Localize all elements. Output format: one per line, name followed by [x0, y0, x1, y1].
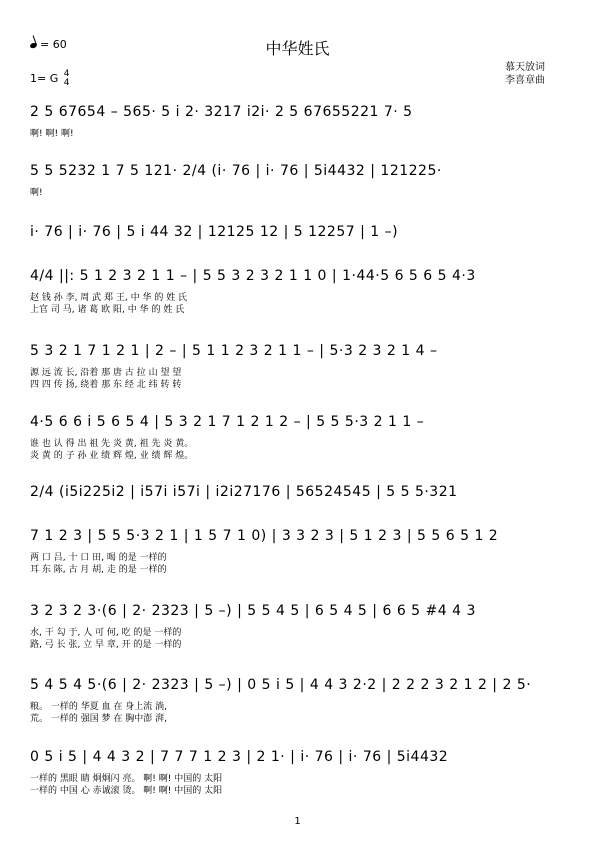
lyric-line: 水, 干 勾 于, 人 可 何, 吃 的是 一样的: [30, 628, 182, 638]
page-title: 中华姓氏: [265, 39, 330, 58]
key-signature: [30, 70, 69, 88]
notation-line: i· 76 | i· 76 | 5 i 44 32 | 12125 12 | 5 12257 | 1 –): [30, 224, 399, 240]
lyric-line: 炎 黄 的 子 孙 业 绩 辉 煌, 业 绩 辉 煌。: [30, 451, 194, 461]
notation-line: 0 5 i 5 | 4 4 3 2 | 7 7 7 1 2 3 | 2 1· | i· 76 | i· 76 | 5i4432: [30, 749, 449, 765]
key-label: 1= G: [30, 72, 59, 85]
lyric-line: 赵 钱 孙 李, 周 武 郑 王, 中 华 的 姓 氏: [30, 293, 188, 303]
notation-line: 3 2 3 2 3·(6 | 2· 2323 | 5 –) | 5 5 4 5 | 6 5 4 5 | 6 6 5 #4 4 3: [30, 603, 476, 619]
lyric-line: 源 远 流 长, 沿着 那 唐 古 拉 山 望 望: [30, 368, 182, 378]
lyric-line: 粮。 一样的 华夏 血 在 身上流 淌,: [30, 702, 168, 712]
notation-line: 5 5 5232 1 7 5 121· 2/4 (i· 76 | i· 76 | 5i4432 | 121225·: [30, 163, 442, 179]
lyric-line: 耳 东 陈, 古 月 胡, 走 的是 一样的: [30, 565, 167, 575]
notation-line: 2 5 67654 – 565· 5 i 2· 3217 i2i· 2 5 67655221 7· 5: [30, 104, 413, 120]
time-signature: [64, 70, 70, 88]
lyric-line: 啊!: [30, 188, 43, 198]
time-signature-top: 4: [63, 69, 70, 79]
lyric-line: 两 口 吕, 十 口 田, 喝 的是 一样的: [30, 553, 167, 563]
lyricist-credit: 慕天放词: [505, 62, 545, 73]
page-number: 1: [294, 816, 301, 827]
composer-credit: 李喜章曲: [505, 75, 545, 86]
notation-line: 7 1 2 3 | 5 5 5·3 2 1 | 1 5 7 1 0) | 3 3 2 3 | 5 1 2 3 | 5 5 6 5 1 2: [30, 528, 499, 544]
notation-line: 5 3 2 1 7 1 2 1 | 2 – | 5 1 1 2 3 2 1 1 – | 5·3 2 3 2 1 4 –: [30, 343, 438, 359]
notation-line: 4/4 ||: 5 1 2 3 2 1 1 – | 5 5 3 2 3 2 1 1 0 | 1·44·5 6 5 6 5 4·3: [30, 268, 476, 284]
time-signature-bottom: 4: [63, 78, 70, 88]
notation-line: 2/4 (i5i225i2 | i57i i57i | i2i27176 | 56524545 | 5 5 5·321: [30, 484, 458, 500]
lyric-line: 啊! 啊! 啊!: [30, 129, 74, 139]
quarter-note-icon: [29, 41, 37, 48]
notation-line: 4·5 6 6 i 5 6 5 4 | 5 3 2 1 7 1 2 1 2 – | 5 5 5·3 2 1 1 –: [30, 414, 425, 430]
lyric-line: 上官 司 马, 诸 葛 欧 阳, 中 华 的 姓 氏: [30, 305, 185, 315]
lyric-line: 一样的 中国 心 赤诚滚 烫。 啊! 啊! 中国的 太阳: [30, 786, 223, 796]
lyric-line: 一样的 黑眼 睛 炯炯闪 亮。 啊! 啊! 中国的 太阳: [30, 774, 223, 784]
lyric-line: 路, 弓 长 张, 立 早 章, 开 的是 一样的: [30, 640, 182, 650]
lyric-line: 荒。 一样的 强国 梦 在 胸中澎 湃,: [30, 714, 168, 724]
notation-line: 5 4 5 4 5·(6 | 2· 2323 | 5 –) | 0 5 i 5 | 4 4 3 2·2 | 2 2 2 3 2 1 2 | 2 5·: [30, 677, 532, 693]
lyric-line: 谁 也 认 得 出 祖 先 炎 黄, 祖 先 炎 黄。: [30, 439, 194, 449]
lyric-line: 四 四 传 扬, 绕着 那 东 经 北 纬 转 转: [30, 380, 182, 390]
tempo-mark: [30, 38, 67, 51]
tempo-value: = 60: [40, 38, 67, 51]
